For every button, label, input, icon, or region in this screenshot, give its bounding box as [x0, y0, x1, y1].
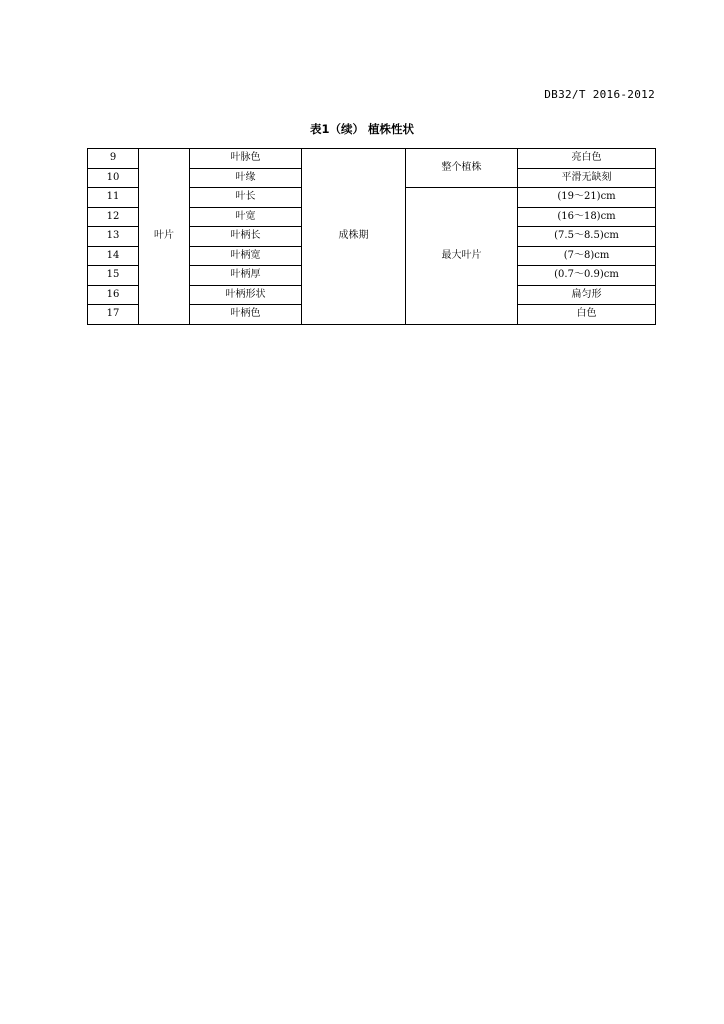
- trait-name: 叶缘: [190, 168, 302, 188]
- row-number: 10: [88, 168, 139, 188]
- trait-value: (0.7～0.9)cm: [518, 266, 656, 286]
- trait-value: (16～18)cm: [518, 207, 656, 227]
- trait-value: 白色: [518, 305, 656, 325]
- trait-value: (19～21)cm: [518, 188, 656, 208]
- trait-value: (7～8)cm: [518, 246, 656, 266]
- row-number: 16: [88, 285, 139, 305]
- trait-name: 叶柄色: [190, 305, 302, 325]
- row-number: 14: [88, 246, 139, 266]
- plant-traits-table: [87, 148, 656, 325]
- table-title: 表1（续） 植株性状: [309, 122, 414, 136]
- row-number: 13: [88, 227, 139, 247]
- row-number: 9: [88, 149, 139, 169]
- scope-cell-whole-plant: 整个植株: [406, 149, 518, 188]
- row-number: 11: [88, 188, 139, 208]
- organ-cell: 叶片: [139, 149, 190, 325]
- row-number: 15: [88, 266, 139, 286]
- trait-value: 扁匀形: [518, 285, 656, 305]
- trait-name: 叶柄长: [190, 227, 302, 247]
- trait-name: 叶柄宽: [190, 246, 302, 266]
- stage-cell: 成株期: [302, 149, 406, 325]
- trait-name: 叶柄厚: [190, 266, 302, 286]
- trait-name: 叶柄形状: [190, 285, 302, 305]
- trait-name: 叶长: [190, 188, 302, 208]
- table-row: [88, 149, 656, 169]
- row-number: 12: [88, 207, 139, 227]
- trait-name: 叶宽: [190, 207, 302, 227]
- trait-name: 叶脉色: [190, 149, 302, 169]
- trait-value: (7.5～8.5)cm: [518, 227, 656, 247]
- scope-cell-largest-leaf: 最大叶片: [406, 188, 518, 325]
- trait-value: 平滑无缺刻: [518, 168, 656, 188]
- row-number: 17: [88, 305, 139, 325]
- trait-value: 亮白色: [518, 149, 656, 169]
- document-code: DB32/T 2016-2012: [544, 88, 655, 101]
